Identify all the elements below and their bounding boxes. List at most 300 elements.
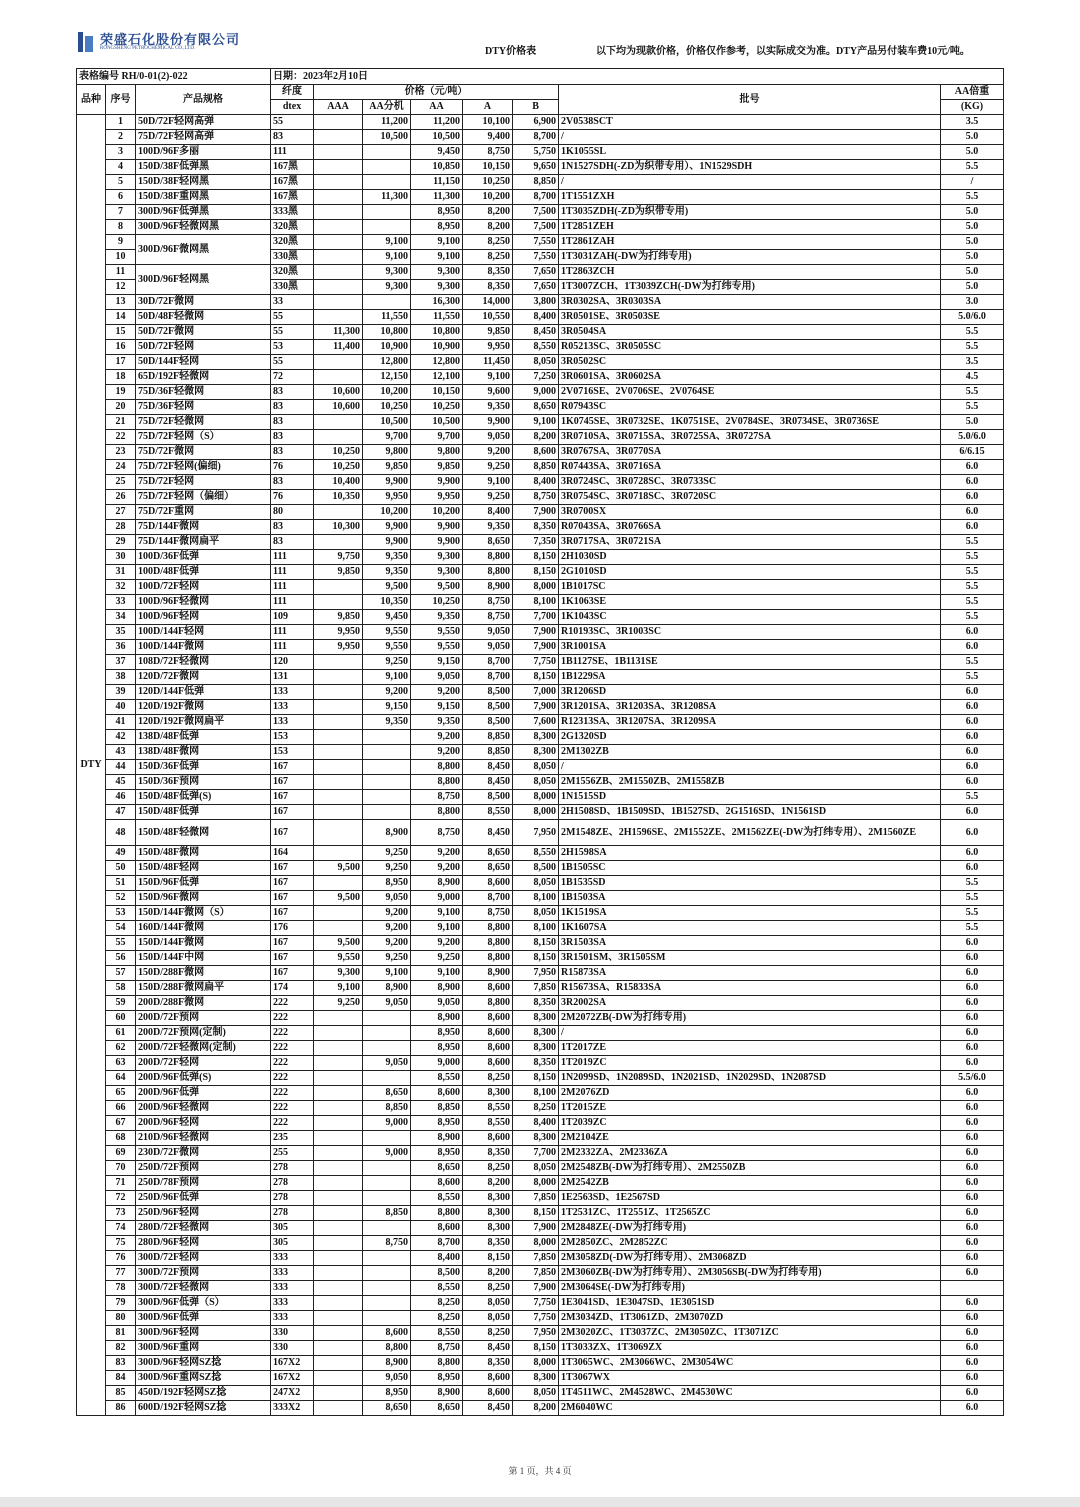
price-aa-split: 9,700 xyxy=(363,430,411,445)
spec: 138D/48F微网 xyxy=(136,745,271,760)
price-aaa xyxy=(314,250,363,265)
row-no: 56 xyxy=(106,951,136,966)
price-aa-split xyxy=(363,1041,411,1056)
fineness: 83 xyxy=(271,475,314,490)
price-aa: 8,500 xyxy=(411,1266,463,1281)
price-aa-split xyxy=(363,1026,411,1041)
price-aaa xyxy=(314,1326,363,1341)
batch-no: 1N2099SD、1N2089SD、1N2021SD、1N2029SD、1N2087SD xyxy=(559,1071,941,1086)
price-aa-split: 9,150 xyxy=(363,700,411,715)
row-no: 19 xyxy=(106,385,136,400)
batch-no: 3R1503SA xyxy=(559,936,941,951)
price-a: 8,300 xyxy=(463,1206,513,1221)
table-row xyxy=(77,1371,1004,1386)
batch-no: 3R1201SA、3R1203SA、3R1208SA xyxy=(559,700,941,715)
price-aaa xyxy=(314,355,363,370)
aa-weight: 6.0 xyxy=(941,1206,1004,1221)
header-no: 序号 xyxy=(106,85,136,115)
fineness: 167黑 xyxy=(271,160,314,175)
fineness: 167 xyxy=(271,775,314,790)
price-a: 8,800 xyxy=(463,921,513,936)
price-aa-split: 8,900 xyxy=(363,1356,411,1371)
row-no: 59 xyxy=(106,996,136,1011)
price-aa-split: 9,050 xyxy=(363,1371,411,1386)
batch-no: 2M2104ZE xyxy=(559,1131,941,1146)
spec: 75D/36F轻网 xyxy=(136,400,271,415)
batch-no: 1T2017ZE xyxy=(559,1041,941,1056)
row-no: 42 xyxy=(106,730,136,745)
price-b: 8,400 xyxy=(513,475,559,490)
aa-weight: 6.0 xyxy=(941,625,1004,640)
price-aa: 9,200 xyxy=(411,936,463,951)
fineness: 133 xyxy=(271,700,314,715)
price-aa-split: 8,650 xyxy=(363,1401,411,1416)
price-a: 8,650 xyxy=(463,861,513,876)
table-row xyxy=(77,1266,1004,1281)
aa-weight: 6.0 xyxy=(941,861,1004,876)
aa-weight: 6.0 xyxy=(941,966,1004,981)
price-a: 11,450 xyxy=(463,355,513,370)
price-a: 8,300 xyxy=(463,1221,513,1236)
fineness: 55 xyxy=(271,310,314,325)
row-no: 68 xyxy=(106,1131,136,1146)
row-no: 67 xyxy=(106,1116,136,1131)
batch-no: 1B1535SD xyxy=(559,876,941,891)
price-b: 8,150 xyxy=(513,936,559,951)
batch-no: 1T2019ZC xyxy=(559,1056,941,1071)
table-row xyxy=(77,310,1004,325)
variety-cell: DTY xyxy=(77,115,106,1416)
price-aa: 11,300 xyxy=(411,190,463,205)
row-no: 85 xyxy=(106,1386,136,1401)
price-b: 8,000 xyxy=(513,580,559,595)
price-b: 8,750 xyxy=(513,490,559,505)
price-aa: 9,900 xyxy=(411,535,463,550)
fineness: 176 xyxy=(271,921,314,936)
price-aa: 8,550 xyxy=(411,1071,463,1086)
row-no: 44 xyxy=(106,760,136,775)
price-aa: 10,800 xyxy=(411,325,463,340)
price-b: 8,150 xyxy=(513,670,559,685)
row-no: 51 xyxy=(106,876,136,891)
price-b: 8,500 xyxy=(513,861,559,876)
table-row xyxy=(77,936,1004,951)
header-spec: 产品规格 xyxy=(136,85,271,115)
price-a: 8,700 xyxy=(463,670,513,685)
price-b: 8,100 xyxy=(513,891,559,906)
price-aa: 8,800 xyxy=(411,1206,463,1221)
table-row xyxy=(77,580,1004,595)
table-row xyxy=(77,1401,1004,1416)
price-aa-split: 9,200 xyxy=(363,936,411,951)
price-aa: 8,250 xyxy=(411,1296,463,1311)
spec: 150D/144F中网 xyxy=(136,951,271,966)
price-aa-split: 8,900 xyxy=(363,820,411,846)
batch-no: R07443SA、3R0716SA xyxy=(559,460,941,475)
row-no: 21 xyxy=(106,415,136,430)
spec: 120D/192F微网扁平 xyxy=(136,715,271,730)
price-a: 9,050 xyxy=(463,640,513,655)
price-a: 8,550 xyxy=(463,1101,513,1116)
fineness: 333 xyxy=(271,1281,314,1296)
price-aaa xyxy=(314,430,363,445)
price-aa-split: 8,750 xyxy=(363,1236,411,1251)
price-aa-split: 9,800 xyxy=(363,445,411,460)
aa-weight: 6.0 xyxy=(941,820,1004,846)
row-no: 82 xyxy=(106,1341,136,1356)
price-aaa xyxy=(314,595,363,610)
price-aaa xyxy=(314,1116,363,1131)
table-row xyxy=(77,220,1004,235)
price-b: 8,050 xyxy=(513,876,559,891)
price-aaa: 11,400 xyxy=(314,340,363,355)
fineness: 167 xyxy=(271,936,314,951)
batch-no: 2M3064SE(-DW为打纬专用) xyxy=(559,1281,941,1296)
price-aa: 8,850 xyxy=(411,1101,463,1116)
spec: 120D/192F微网 xyxy=(136,700,271,715)
price-aa-split: 9,500 xyxy=(363,580,411,595)
price-a: 9,250 xyxy=(463,460,513,475)
price-b: 8,050 xyxy=(513,1386,559,1401)
batch-no: 3R0754SC、3R0718SC、3R0720SC xyxy=(559,490,941,505)
price-aaa xyxy=(314,1266,363,1281)
row-no: 26 xyxy=(106,490,136,505)
aa-weight: 5.5 xyxy=(941,790,1004,805)
fineness: 167黑 xyxy=(271,175,314,190)
spec: 150D/38F重网黑 xyxy=(136,190,271,205)
price-b: 8,700 xyxy=(513,190,559,205)
table-row xyxy=(77,1251,1004,1266)
row-no: 43 xyxy=(106,745,136,760)
row-no: 16 xyxy=(106,340,136,355)
table-row xyxy=(77,1311,1004,1326)
batch-no: 3R1206SD xyxy=(559,685,941,700)
header-fineness: 纤度 xyxy=(271,85,314,100)
price-a: 9,100 xyxy=(463,475,513,490)
aa-weight: 6.0 xyxy=(941,1296,1004,1311)
price-aaa: 10,250 xyxy=(314,445,363,460)
aa-weight: 5.5 xyxy=(941,190,1004,205)
price-b: 8,300 xyxy=(513,730,559,745)
fineness: 167 xyxy=(271,951,314,966)
row-no: 24 xyxy=(106,460,136,475)
price-aa-split: 9,550 xyxy=(363,625,411,640)
row-no: 65 xyxy=(106,1086,136,1101)
table-row xyxy=(77,355,1004,370)
price-aaa xyxy=(314,1011,363,1026)
price-aaa xyxy=(314,1086,363,1101)
fineness: 167 xyxy=(271,760,314,775)
price-aa: 8,600 xyxy=(411,1221,463,1236)
price-aa: 9,200 xyxy=(411,846,463,861)
aa-weight: 6.0 xyxy=(941,775,1004,790)
table-row xyxy=(77,775,1004,790)
aa-weight: 5.5 xyxy=(941,565,1004,580)
price-b: 8,000 xyxy=(513,1236,559,1251)
row-no: 4 xyxy=(106,160,136,175)
price-aa-split: 9,550 xyxy=(363,640,411,655)
price-aa: 9,800 xyxy=(411,445,463,460)
batch-no: 2M2548ZB(-DW为打纬专用）、2M2550ZB xyxy=(559,1161,941,1176)
price-a: 8,200 xyxy=(463,1176,513,1191)
price-aaa xyxy=(314,1296,363,1311)
price-aa: 9,100 xyxy=(411,906,463,921)
price-a: 8,500 xyxy=(463,685,513,700)
fineness: 174 xyxy=(271,981,314,996)
logo-mark-icon xyxy=(78,32,94,52)
spec: 75D/144F微网 xyxy=(136,520,271,535)
price-aa: 9,450 xyxy=(411,145,463,160)
fineness: 305 xyxy=(271,1236,314,1251)
fineness: 83 xyxy=(271,415,314,430)
price-a: 8,500 xyxy=(463,715,513,730)
price-a: 9,900 xyxy=(463,415,513,430)
price-aa: 8,950 xyxy=(411,1116,463,1131)
batch-no: R05213SC、3R0505SC xyxy=(559,340,941,355)
table-row xyxy=(77,1026,1004,1041)
row-no: 64 xyxy=(106,1071,136,1086)
price-aa-split xyxy=(363,805,411,820)
batch-no: 1T3033ZX、1T3069ZX xyxy=(559,1341,941,1356)
fineness: 167X2 xyxy=(271,1356,314,1371)
row-no: 8 xyxy=(106,220,136,235)
table-row xyxy=(77,1011,1004,1026)
price-aa: 9,250 xyxy=(411,951,463,966)
price-aaa xyxy=(314,775,363,790)
price-aa: 8,950 xyxy=(411,1371,463,1386)
price-a: 8,850 xyxy=(463,745,513,760)
batch-no: / xyxy=(559,175,941,190)
spec: 300D/72F轻微网 xyxy=(136,1281,271,1296)
price-a: 8,750 xyxy=(463,610,513,625)
fineness: 167 xyxy=(271,966,314,981)
price-aaa xyxy=(314,685,363,700)
fineness: 83 xyxy=(271,385,314,400)
row-no: 71 xyxy=(106,1176,136,1191)
fineness: 278 xyxy=(271,1176,314,1191)
row-no: 54 xyxy=(106,921,136,936)
price-aaa: 9,300 xyxy=(314,966,363,981)
table-row xyxy=(77,565,1004,580)
spec: 75D/72F轻网(偏细) xyxy=(136,460,271,475)
fineness: 278 xyxy=(271,1191,314,1206)
row-no: 83 xyxy=(106,1356,136,1371)
table-row xyxy=(77,610,1004,625)
price-aa-split xyxy=(363,1191,411,1206)
table-row xyxy=(77,295,1004,310)
spec: 138D/48F低弹 xyxy=(136,730,271,745)
price-aaa: 9,250 xyxy=(314,996,363,1011)
row-no: 61 xyxy=(106,1026,136,1041)
price-aa-split: 8,800 xyxy=(363,1341,411,1356)
price-aaa xyxy=(314,805,363,820)
spec: 300D/96F轻微网黑 xyxy=(136,220,271,235)
price-aaa xyxy=(314,700,363,715)
batch-no: / xyxy=(559,1026,941,1041)
price-a: 8,250 xyxy=(463,1161,513,1176)
table-row xyxy=(77,475,1004,490)
price-aaa xyxy=(314,655,363,670)
price-a: 8,650 xyxy=(463,535,513,550)
spec: 50D/72F微网 xyxy=(136,325,271,340)
price-aaa: 11,300 xyxy=(314,325,363,340)
fineness: 333黑 xyxy=(271,205,314,220)
price-aaa xyxy=(314,906,363,921)
aa-weight: 6.0 xyxy=(941,475,1004,490)
price-a: 8,600 xyxy=(463,1056,513,1071)
table-row xyxy=(77,535,1004,550)
batch-no: R07943SC xyxy=(559,400,941,415)
price-aa: 10,150 xyxy=(411,385,463,400)
batch-no: 2G1320SD xyxy=(559,730,941,745)
price-aa: 8,800 xyxy=(411,805,463,820)
aa-weight: 6.0 xyxy=(941,745,1004,760)
price-aa: 8,650 xyxy=(411,1401,463,1416)
fineness: 167 xyxy=(271,820,314,846)
aa-weight: 6.0 xyxy=(941,1176,1004,1191)
price-aaa xyxy=(314,1356,363,1371)
row-no: 12 xyxy=(106,280,136,295)
row-no: 55 xyxy=(106,936,136,951)
price-aa-split: 9,050 xyxy=(363,891,411,906)
price-aa-split xyxy=(363,1071,411,1086)
spec: 450D/192F轻网SZ捻 xyxy=(136,1386,271,1401)
spec: 200D/96F轻微网 xyxy=(136,1101,271,1116)
aa-weight: 6.0 xyxy=(941,730,1004,745)
aa-weight: 6/6.15 xyxy=(941,445,1004,460)
price-aa-split xyxy=(363,1311,411,1326)
price-b: 8,300 xyxy=(513,1041,559,1056)
batch-no: 1B1505SC xyxy=(559,861,941,876)
price-b: 8,400 xyxy=(513,310,559,325)
price-a: 10,100 xyxy=(463,115,513,130)
price-aa: 11,200 xyxy=(411,115,463,130)
fineness: 167黑 xyxy=(271,190,314,205)
price-aaa: 9,950 xyxy=(314,625,363,640)
spec: 150D/288F微网扁平 xyxy=(136,981,271,996)
spec: 120D/72F微网 xyxy=(136,670,271,685)
spec: 160D/144F微网 xyxy=(136,921,271,936)
aa-weight: 5.5/6.0 xyxy=(941,1071,1004,1086)
price-aa: 9,350 xyxy=(411,610,463,625)
price-aaa: 9,100 xyxy=(314,981,363,996)
spec: 300D/96F重网SZ捻 xyxy=(136,1371,271,1386)
table-row xyxy=(77,1071,1004,1086)
batch-no: 3R0501SE、3R0503SE xyxy=(559,310,941,325)
price-aa: 9,050 xyxy=(411,670,463,685)
batch-no: 2M1302ZB xyxy=(559,745,941,760)
aa-weight: 6.0 xyxy=(941,951,1004,966)
aa-weight: 6.0 xyxy=(941,1131,1004,1146)
price-aa: 8,750 xyxy=(411,790,463,805)
aa-weight: 5.5 xyxy=(941,340,1004,355)
price-aa: 8,750 xyxy=(411,820,463,846)
price-aa-split xyxy=(363,175,411,190)
row-no: 60 xyxy=(106,1011,136,1026)
price-b: 8,250 xyxy=(513,1101,559,1116)
price-b: 8,150 xyxy=(513,951,559,966)
row-no: 84 xyxy=(106,1371,136,1386)
batch-no: 2M3034ZD、1T3061ZD、2M3070ZD xyxy=(559,1311,941,1326)
row-no: 9 xyxy=(106,235,136,250)
table-row xyxy=(77,430,1004,445)
header-a: A xyxy=(463,100,513,115)
aa-weight: 6.0 xyxy=(941,1341,1004,1356)
fineness: 222 xyxy=(271,1086,314,1101)
price-a: 8,350 xyxy=(463,1146,513,1161)
fineness: 330黑 xyxy=(271,250,314,265)
price-a: 9,850 xyxy=(463,325,513,340)
price-b: 8,650 xyxy=(513,400,559,415)
fineness: 111 xyxy=(271,580,314,595)
price-aa-split: 10,200 xyxy=(363,505,411,520)
price-b: 7,550 xyxy=(513,235,559,250)
spec: 200D/96F低弹(S) xyxy=(136,1071,271,1086)
price-aaa xyxy=(314,876,363,891)
price-b: 8,300 xyxy=(513,1026,559,1041)
price-b: 8,300 xyxy=(513,1131,559,1146)
price-aa-split: 9,300 xyxy=(363,265,411,280)
aa-weight: 5.0 xyxy=(941,265,1004,280)
price-aa: 8,800 xyxy=(411,760,463,775)
spec: 250D/96F低弹 xyxy=(136,1191,271,1206)
price-aa: 9,350 xyxy=(411,715,463,730)
price-a: 8,450 xyxy=(463,820,513,846)
spec: 75D/72F轻网高弹 xyxy=(136,130,271,145)
table-row xyxy=(77,700,1004,715)
row-no: 33 xyxy=(106,595,136,610)
price-aa-split: 9,250 xyxy=(363,861,411,876)
price-aa: 10,200 xyxy=(411,505,463,520)
price-aaa xyxy=(314,1281,363,1296)
price-aa: 8,800 xyxy=(411,1356,463,1371)
price-a: 8,350 xyxy=(463,1356,513,1371)
price-aa-split xyxy=(363,1251,411,1266)
price-aa-split: 9,900 xyxy=(363,520,411,535)
table-row xyxy=(77,1326,1004,1341)
row-no: 7 xyxy=(106,205,136,220)
table-row xyxy=(77,730,1004,745)
price-aa-split: 10,200 xyxy=(363,385,411,400)
aa-weight: 6.0 xyxy=(941,1041,1004,1056)
price-aa-split xyxy=(363,1281,411,1296)
row-no: 53 xyxy=(106,906,136,921)
price-aa: 9,100 xyxy=(411,966,463,981)
price-aa: 9,150 xyxy=(411,700,463,715)
price-aa: 8,950 xyxy=(411,1041,463,1056)
spec: 150D/144F微网 xyxy=(136,936,271,951)
price-aa-split: 10,500 xyxy=(363,415,411,430)
row-no: 76 xyxy=(106,1251,136,1266)
price-aaa xyxy=(314,1056,363,1071)
row-no: 31 xyxy=(106,565,136,580)
aa-weight: 5.0/6.0 xyxy=(941,430,1004,445)
batch-no: 2M2076ZD xyxy=(559,1086,941,1101)
table-row xyxy=(77,1221,1004,1236)
batch-no: 2H1508SD、1B1509SD、1B1527SD、2G1516SD、1N1561SD xyxy=(559,805,941,820)
price-b: 7,600 xyxy=(513,715,559,730)
price-a: 9,950 xyxy=(463,340,513,355)
spec: 30D/72F微网 xyxy=(136,295,271,310)
price-a: 8,800 xyxy=(463,996,513,1011)
price-aa: 8,950 xyxy=(411,1146,463,1161)
spec: 100D/72F轻网 xyxy=(136,580,271,595)
price-a: 8,050 xyxy=(463,1296,513,1311)
spec: 75D/72F轻网（S） xyxy=(136,430,271,445)
price-aa-split xyxy=(363,1176,411,1191)
row-no: 75 xyxy=(106,1236,136,1251)
aa-weight: 6.0 xyxy=(941,1026,1004,1041)
